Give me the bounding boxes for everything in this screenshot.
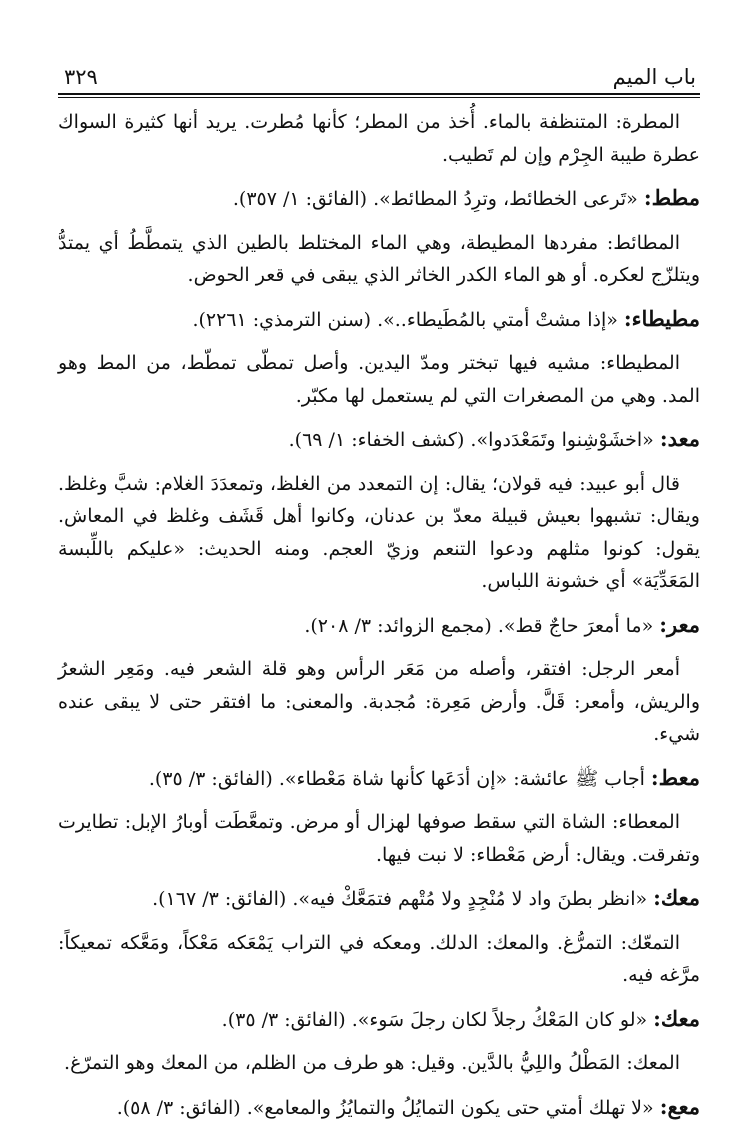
entry-text: «اخشَوْشِنوا وتَمَعْدَدوا». (كشف الخفاء: ١/ ٦٩). [289,429,660,451]
entry-text: «ما أمعرَ حاجٌ قط». (مجمع الزوائد: ٣/ ٢٠٨). [304,615,659,637]
entry-headword: معع: [660,1094,700,1119]
entry-paragraph [58,609,700,643]
definition-paragraph: أمعر الرجل: افتقر، وأصله من مَعَر الرأس وهو قلة الشعر فيه. ومَعِر الشعرُ والريش، وأمعر: قَلَّ. وأرض مَعِرة: مُجدبة. والمعنى: ما افتقر حتى لا يبقى عنده شيء. [58,653,700,751]
entry-headword: معط: [651,765,700,790]
definition-paragraph: المعك: المَطْلُ واللِيُّ بالدَّين. وقيل: هو طرف من الظلم، من المعك وهو التمرّغ. [58,1047,700,1080]
header-rule-thin [58,97,700,98]
entry-headword: مطيطاء: [624,306,700,331]
definition-paragraph: المطيطاء: مشيه فيها تبختر ومدّ اليدين. وأصل تمطّى تمطّط، من المط وهو المد. وهي من المصغرات التي لم يستعمل لها مكبّر. [58,347,700,412]
entry-paragraph [58,762,700,796]
entry-text: «لا تهلك أمتي حتى يكون التمايُلُ والتمايُزُ والمعامع». (الفائق: ٣/ ٥٨). [117,1097,660,1119]
header-rule [58,93,700,95]
page-number: ٣٢٩ [64,64,98,90]
entry-headword: معر: [659,612,700,637]
entry-headword: معك: [653,1006,700,1031]
definition-paragraph: التمعّك: التمرُّغ. والمعك: الدلك. ومعكه في التراب يَمْعَكه مَعْكاً، ومَعَّكه تمعيكاً: مرَّغه فيه. [58,927,700,992]
entry-paragraph [58,423,700,457]
entry-headword: معد: [660,426,700,451]
entry-paragraph [58,303,700,337]
definition-paragraph: المطرة: المتنظفة بالماء. أُخذ من المطر؛ كأنها مُطرت. يريد أنها كثيرة السواك عطرة طيبة الجِرْم وإن لم تَطيب. [58,106,700,171]
section-title: باب الميم [613,64,696,90]
entry-text: «انظر بطنَ واد لا مُنْجِدٍ ولا مُتْهم فتمَعَّكْ فيه». (الفائق: ٣/ ١٦٧). [152,888,653,910]
entry-paragraph [58,882,700,916]
page-body [58,106,700,1124]
entry-text: «تَرعى الخطائط، وترِدُ المطائط». (الفائق: ١/ ٣٥٧). [233,188,644,210]
entry-paragraph [58,1003,700,1037]
entry-paragraph [58,182,700,216]
entry-text: «لو كان المَعْكُ رجلاً لكان رجلَ سَوء». (الفائق: ٣/ ٣٥). [222,1009,654,1031]
running-header [58,52,700,90]
entry-headword: معك: [653,885,700,910]
entry-headword: مطط: [644,185,700,210]
entry-paragraph [58,1091,700,1124]
entry-text: أجاب ﷺ عائشة: «إن أدَعَها كأنها شاة مَعْطاء». (الفائق: ٣/ ٣٥). [149,768,651,790]
definition-paragraph: المعطاء: الشاة التي سقط صوفها لهزال أو مرض. وتمعَّطَت أوبارُ الإبل: تطايرت وتفرقت. ويقال: أرض مَعْطاء: لا نبت فيها. [58,806,700,871]
definition-paragraph: قال أبو عبيد: فيه قولان؛ يقال: إن التمعدد من الغلظ، وتمعدَدَ الغلام: شبَّ وغلظ. ويقال: تشبهوا بعيش قبيلة معدّ بن عدنان، وكانوا أهل قَشَف وغلظ في المعاش. يقول: كونوا مثلهم ودعوا التنعم وزيّ العجم. ومنه الحديث: «عليكم باللِّبسة المَعَدِّيَة» أي خشونة اللباس. [58,468,700,598]
entry-text: «إذا مشتْ أمتي بالمُطَيطاء..». (سنن الترمذي: ٢٢٦١). [192,309,623,331]
definition-paragraph: المطائط: مفردها المطيطة، وهي الماء المختلط بالطين الذي يتمطَّطُ أي يمتدُّ ويتلزّج لعكره. أو هو الماء الكدر الخاثر الذي يبقى في قعر الحوض. [58,227,700,292]
